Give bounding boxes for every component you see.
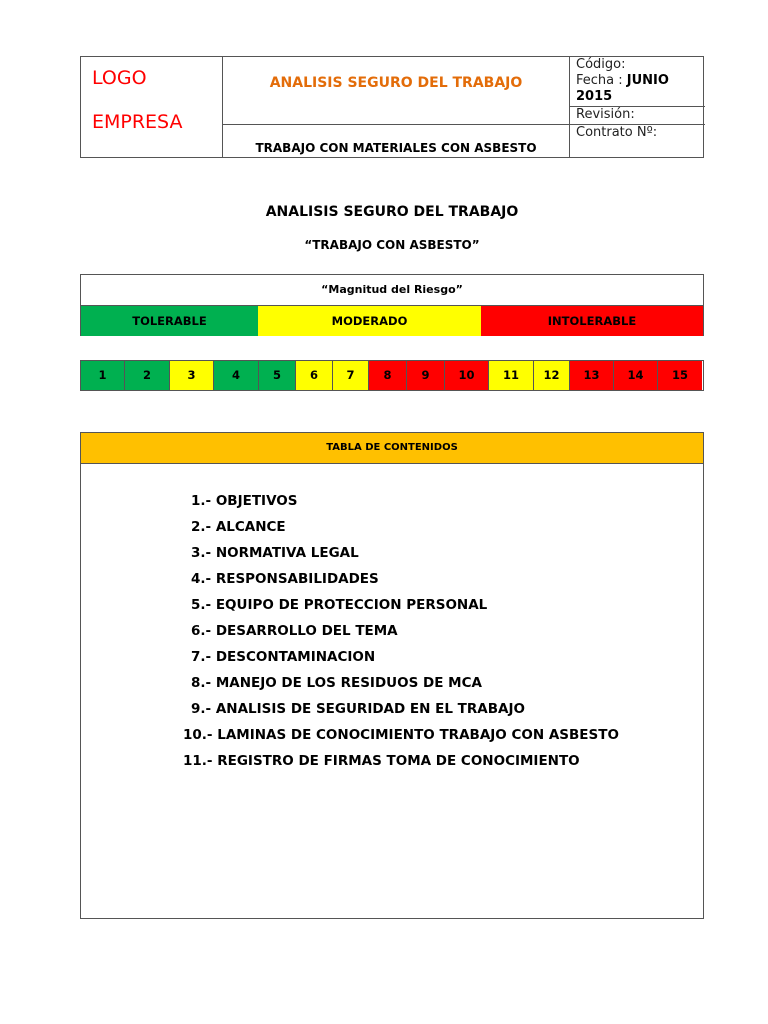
company-text: EMPRESA (92, 111, 183, 133)
document-subtitle: “TRABAJO CON ASBESTO” (304, 238, 480, 252)
risk-scale-cell: 10 (445, 361, 489, 390)
toc-item: 10.- LAMINAS DE CONOCIMIENTO TRABAJO CON ASBESTO (183, 727, 619, 743)
header-title: ANALISIS SEGURO DEL TRABAJO (269, 75, 523, 91)
risk-level-moderado: MODERADO (258, 306, 481, 336)
risk-scale-cell: 9 (407, 361, 445, 390)
fecha-year-value: 2015 (576, 89, 613, 104)
risk-scale-cell: 14 (614, 361, 658, 390)
risk-scale-cell: 1 (81, 361, 125, 390)
revision-label: Revisión: (576, 107, 635, 122)
risk-scale-cell: 5 (259, 361, 296, 390)
risk-level-intolerable: INTOLERABLE (481, 306, 703, 336)
toc-item: 1.- OBJETIVOS (191, 493, 298, 509)
toc-item: 5.- EQUIPO DE PROTECCION PERSONAL (191, 597, 488, 613)
toc-item: 7.- DESCONTAMINACION (191, 649, 376, 665)
risk-level-tolerable: TOLERABLE (81, 306, 258, 336)
toc-item: 2.- ALCANCE (191, 519, 286, 535)
contrato-label: Contrato Nº: (576, 125, 658, 140)
risk-scale-cell: 8 (369, 361, 407, 390)
risk-scale-cell: 2 (125, 361, 170, 390)
document-header-table (80, 56, 704, 158)
table-of-contents (80, 432, 704, 919)
risk-magnitude-table (80, 274, 704, 336)
codigo-label: Código: (576, 57, 626, 72)
risk-heading: “Magnitud del Riesgo” (81, 275, 703, 306)
logo-text: LOGO (92, 67, 147, 89)
document-title: ANALISIS SEGURO DEL TRABAJO (265, 204, 519, 220)
header-divider (222, 124, 569, 125)
toc-item: 6.- DESARROLLO DEL TEMA (191, 623, 398, 639)
risk-scale-cell: 4 (214, 361, 259, 390)
header-divider (569, 57, 570, 157)
risk-scale-cell: 7 (333, 361, 369, 390)
risk-scale-cell: 11 (489, 361, 534, 390)
risk-scale-cell: 12 (534, 361, 570, 390)
toc-item: 9.- ANALISIS DE SEGURIDAD EN EL TRABAJO (191, 701, 525, 717)
fecha-year (576, 89, 612, 104)
risk-scale-cell: 15 (658, 361, 702, 390)
fecha-value: JUNIO (626, 73, 669, 88)
fecha-label: Fecha : (576, 73, 623, 88)
toc-item: 3.- NORMATIVA LEGAL (191, 545, 359, 561)
risk-scale (80, 360, 704, 391)
toc-item: 4.- RESPONSABILIDADES (191, 571, 379, 587)
header-subtitle: TRABAJO CON MATERIALES CON ASBESTO (255, 141, 537, 155)
fecha-row (576, 73, 669, 88)
risk-scale-cell: 13 (570, 361, 614, 390)
toc-item: 8.- MANEJO DE LOS RESIDUOS DE MCA (191, 675, 482, 691)
risk-scale-cell: 3 (170, 361, 214, 390)
risk-scale-cell: 6 (296, 361, 333, 390)
toc-item: 11.- REGISTRO DE FIRMAS TOMA DE CONOCIMIENTO (183, 753, 580, 769)
toc-heading: TABLA DE CONTENIDOS (81, 433, 703, 464)
